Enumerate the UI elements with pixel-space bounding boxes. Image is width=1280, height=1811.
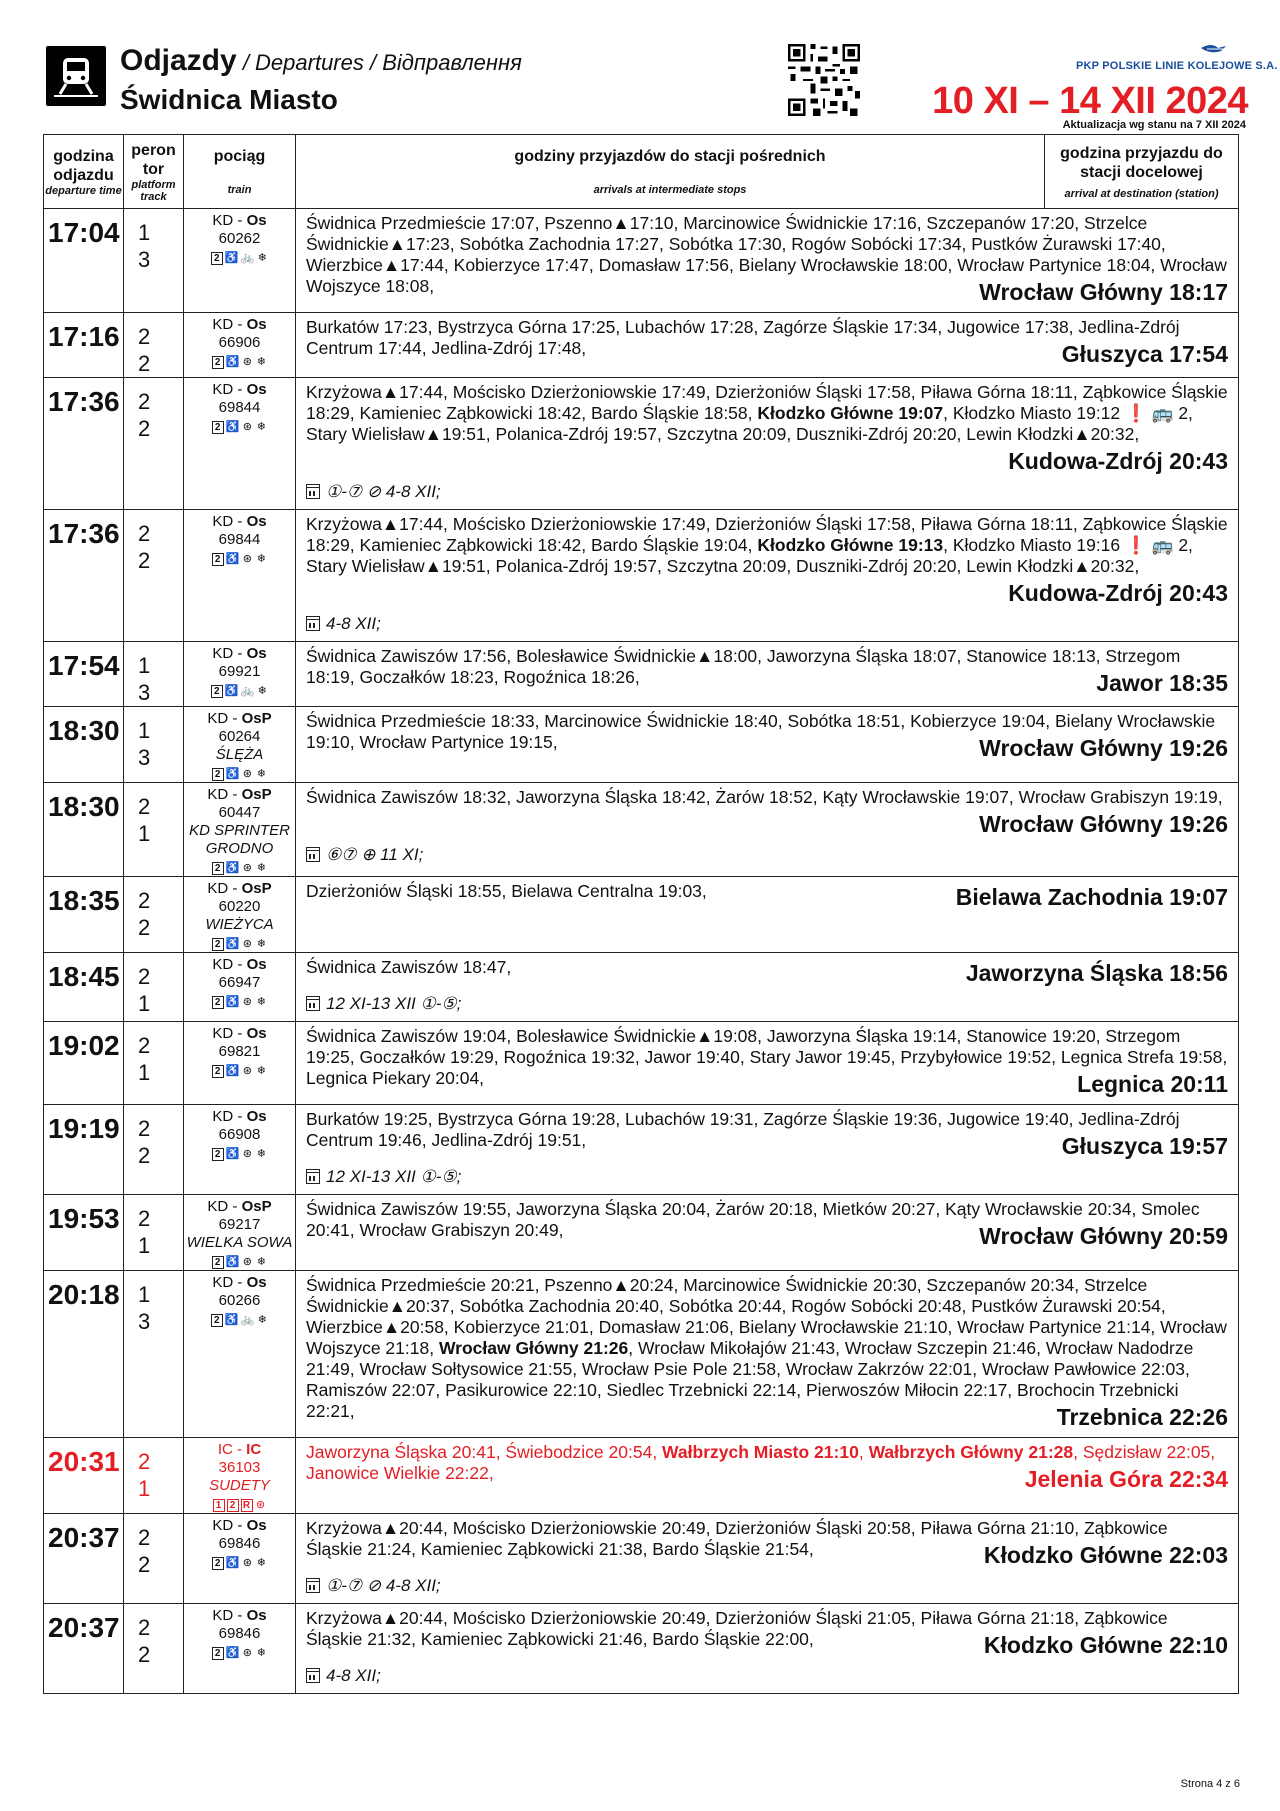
train-symbols bbox=[212, 938, 268, 951]
intermediate-stops bbox=[296, 1022, 1239, 1105]
train-symbol: 2 bbox=[212, 553, 224, 566]
intermediate-stops bbox=[296, 1514, 1239, 1604]
update-note: Aktualizacja wg stanu na 7 XII 2024 bbox=[1062, 119, 1246, 131]
platform-track bbox=[124, 1271, 184, 1438]
destination: Kłodzko Główne 22:10 bbox=[983, 1632, 1228, 1658]
train-symbols bbox=[212, 553, 268, 566]
train-info bbox=[184, 313, 296, 378]
intermediate-stops bbox=[296, 783, 1239, 877]
train-symbol: ⊛ bbox=[242, 1148, 252, 1160]
track-number: 2 bbox=[138, 1642, 151, 1667]
train-number: 69846 bbox=[218, 1625, 261, 1642]
departure-time: 19:02 bbox=[44, 1022, 124, 1105]
train-symbol: 2 bbox=[212, 938, 224, 951]
train-number: 69217 bbox=[218, 1216, 261, 1233]
calendar-note: ①-⑦ ⊘ 4-8 XII; bbox=[306, 1569, 1228, 1597]
train-number: 60264 bbox=[218, 728, 261, 745]
destination: Wrocław Główny 20:59 bbox=[979, 1223, 1228, 1249]
train-symbol: ⊛ bbox=[242, 938, 252, 950]
calendar-icon bbox=[306, 1169, 320, 1184]
intermediate-stops bbox=[296, 707, 1239, 783]
train-symbol: ❄ bbox=[256, 1065, 266, 1077]
train-symbol: 2 bbox=[211, 1314, 223, 1327]
validity-dates: 10 XI – 14 XII 2024 bbox=[932, 80, 1248, 122]
platform-track bbox=[124, 313, 184, 378]
train-category: KD - Os bbox=[212, 1274, 267, 1291]
pkp-logo-text: PKP POLSKIE LINIE KOLEJOWE S.A. bbox=[1076, 60, 1278, 72]
stops-text: Świdnica Zawiszów 18:47, bbox=[306, 957, 512, 977]
departure-row bbox=[44, 1271, 1239, 1438]
destination: Wrocław Główny 19:26 bbox=[979, 735, 1228, 761]
train-icon bbox=[46, 46, 106, 106]
train-symbol: ♿ bbox=[225, 1256, 240, 1268]
page-header bbox=[46, 44, 1278, 134]
train-symbol: ⊛ bbox=[242, 1557, 252, 1569]
train-symbol: ⊛ bbox=[242, 1256, 252, 1268]
header-time: godzina odjazdu departure time bbox=[44, 135, 124, 209]
platform-number: 1 bbox=[138, 718, 151, 743]
intermediate-stops bbox=[296, 1271, 1239, 1438]
train-name: KD SPRINTER GRODNO bbox=[189, 822, 290, 857]
train-symbol: 🚲 bbox=[240, 252, 255, 264]
train-symbol: 2 bbox=[212, 996, 224, 1009]
qr-code-icon bbox=[788, 44, 860, 116]
destination: Jelenia Góra 22:34 bbox=[1024, 1466, 1228, 1492]
train-symbol: ♿ bbox=[224, 1314, 239, 1326]
stops-text: Dzierżoniów Śląski 18:55, Bielawa Centralna 19:03, bbox=[306, 881, 707, 901]
destination: Wrocław Główny 18:17 bbox=[979, 279, 1228, 305]
departure-row bbox=[44, 877, 1239, 953]
train-info bbox=[184, 378, 296, 510]
train-info bbox=[184, 953, 296, 1022]
train-symbols bbox=[212, 1647, 268, 1660]
train-symbol: ❄ bbox=[256, 862, 266, 874]
departure-time: 20:37 bbox=[44, 1604, 124, 1694]
calendar-note: 12 XI-13 XII ①-⑤; bbox=[306, 987, 1228, 1015]
platform-number: 2 bbox=[138, 1525, 151, 1550]
train-number: 66906 bbox=[218, 334, 261, 351]
stops-text: Krzyżowa▲20:44, Mościsko Dzierżoniowskie 20:49, Dzierżoniów Śląski 20:58, Piława Górna 21:10, Ząbkowice Śląskie 21:24, Kamieniec Ząbkowicki 21:38, Bardo Śląskie 21:54, bbox=[306, 1518, 1168, 1559]
departure-time: 17:04 bbox=[44, 209, 124, 313]
platform-number: 2 bbox=[138, 1206, 151, 1231]
stops-text: Burkatów 17:23, Bystrzyca Górna 17:25, Lubachów 17:28, Zagórze Śląskie 17:34, Jugowice 17:38, Jedlina-Zdrój Centrum 17:44, Jedlina-Zdrój 17:48, bbox=[306, 317, 1180, 358]
train-symbol: ❄ bbox=[256, 996, 266, 1008]
intermediate-stops bbox=[296, 1604, 1239, 1694]
calendar-icon bbox=[306, 996, 320, 1011]
stops-text: Świdnica Przedmieście 18:33, Marcinowice Świdnickie 18:40, Sobótka 18:51, Kobierzyce 19:04, Bielany Wrocławskie 19:10, Wrocław Partynice 19:15, bbox=[306, 711, 1216, 752]
platform-number: 2 bbox=[138, 521, 151, 546]
platform-number: 1 bbox=[138, 653, 151, 678]
destination: Bielawa Zachodnia 19:07 bbox=[955, 884, 1228, 910]
departure-time: 20:18 bbox=[44, 1271, 124, 1438]
train-symbol: ⊛ bbox=[255, 1499, 266, 1511]
stops-text: Świdnica Przedmieście 17:07, Pszenno▲17:10, Marcinowice Świdnickie 17:16, Szczepanów 17:20, Strzelce Świdnickie▲17:23, Sobótka Zachodnia 17:27, Sobótka 17:30, Rogów Sobócki 17:34, Pustków Żurawski 17:40, Wierzbice▲17:44, Kobierzyce 17:47, Domasław 17:56, Bielany Wrocławskie 18:00, Wrocław Partynice 18:04, Wrocław Wojszyce 18:08, bbox=[306, 213, 1227, 296]
departure-time: 17:54 bbox=[44, 642, 124, 707]
train-symbol: ❄ bbox=[256, 553, 266, 565]
platform-number: 1 bbox=[138, 1282, 151, 1307]
platform-track bbox=[124, 1105, 184, 1195]
platform-number: 2 bbox=[138, 888, 151, 913]
train-symbol: 2 bbox=[212, 1148, 224, 1161]
destination: Trzebnica 22:26 bbox=[1056, 1404, 1228, 1430]
train-symbol: R bbox=[241, 1499, 253, 1512]
train-info bbox=[184, 783, 296, 877]
train-info bbox=[184, 209, 296, 313]
train-info bbox=[184, 1604, 296, 1694]
train-symbol: 2 bbox=[212, 1557, 224, 1570]
train-symbol: ♿ bbox=[224, 252, 239, 264]
train-symbol: 🚲 bbox=[240, 685, 255, 697]
train-category: KD - Os bbox=[212, 1517, 267, 1534]
train-category: KD - OsP bbox=[207, 786, 272, 803]
departure-row bbox=[44, 1022, 1239, 1105]
platform-track bbox=[124, 510, 184, 642]
train-category: KD - Os bbox=[212, 956, 267, 973]
intermediate-stops bbox=[296, 313, 1239, 378]
intermediate-stops bbox=[296, 510, 1239, 642]
train-number: 60262 bbox=[218, 230, 261, 247]
train-symbol: ♿ bbox=[225, 1647, 240, 1659]
train-symbol: 2 bbox=[212, 1065, 224, 1078]
train-symbol: ♿ bbox=[225, 768, 240, 780]
train-category: KD - Os bbox=[212, 1025, 267, 1042]
train-info bbox=[184, 707, 296, 783]
train-symbol: 2 bbox=[212, 1256, 224, 1269]
header-stops: godziny przyjazdów do stacji pośrednich arrivals at intermediate stops bbox=[296, 135, 1045, 209]
platform-number: 2 bbox=[138, 1615, 151, 1640]
intermediate-stops bbox=[296, 877, 1239, 953]
stops-text: Krzyżowa▲17:44, Mościsko Dzierżoniowskie 17:49, Dzierżoniów Śląski 17:58, Piława Górna 18:11, Ząbkowice Śląskie 18:29, Kamieniec Ząbkowicki 18:42, Bardo Śląskie 19:04, Kłodzko Główne 19:13, Kłodzko Miasto 19:16 ❗ 🚌 2, Stary Wielisław▲19:51, Polanica-Zdrój 19:57, Szczytna 20:09, Duszniki-Zdrój 20:20, Lewin Kłodzki▲20:32, bbox=[306, 514, 1228, 576]
destination: Głuszyca 17:54 bbox=[1061, 341, 1228, 367]
train-symbol: ⊛ bbox=[242, 421, 252, 433]
header-train: pociąg train bbox=[184, 135, 296, 209]
train-symbol: 2 bbox=[211, 685, 223, 698]
platform-number: 2 bbox=[138, 1449, 151, 1474]
train-category: KD - OsP bbox=[207, 880, 272, 897]
page-title: Odjazdy / Departures / Відправлення bbox=[120, 44, 522, 77]
train-number: 60447 bbox=[218, 804, 261, 821]
destination: Kudowa-Zdrój 20:43 bbox=[1008, 580, 1228, 606]
platform-track bbox=[124, 378, 184, 510]
platform-track bbox=[124, 1604, 184, 1694]
table-header-row bbox=[44, 135, 1239, 209]
track-number: 1 bbox=[138, 1476, 151, 1501]
calendar-icon bbox=[306, 847, 320, 862]
track-number: 3 bbox=[138, 1309, 151, 1334]
train-number: 69846 bbox=[218, 1535, 261, 1552]
track-number: 2 bbox=[138, 1143, 151, 1168]
platform-number: 2 bbox=[138, 964, 151, 989]
train-symbol: ♿ bbox=[225, 996, 240, 1008]
train-symbols bbox=[211, 685, 268, 698]
train-symbol: 2 bbox=[212, 768, 224, 781]
calendar-note: ①-⑦ ⊘ 4-8 XII; bbox=[306, 475, 1228, 503]
departure-row bbox=[44, 953, 1239, 1022]
calendar-icon bbox=[306, 616, 320, 631]
train-info bbox=[184, 642, 296, 707]
track-number: 1 bbox=[138, 1060, 151, 1085]
train-symbol: ⊛ bbox=[242, 553, 252, 565]
platform-number: 2 bbox=[138, 324, 151, 349]
departure-time: 20:37 bbox=[44, 1514, 124, 1604]
calendar-icon bbox=[306, 1668, 320, 1683]
train-category: KD - Os bbox=[212, 316, 267, 333]
train-symbols bbox=[212, 1256, 268, 1269]
train-name: ŚLĘŻA bbox=[215, 746, 264, 763]
train-symbol: 2 bbox=[212, 421, 224, 434]
train-symbol: ⊛ bbox=[242, 356, 252, 368]
platform-number: 2 bbox=[138, 1116, 151, 1141]
destination: Głuszyca 19:57 bbox=[1061, 1133, 1228, 1159]
calendar-icon bbox=[306, 1578, 320, 1593]
train-symbols bbox=[212, 421, 268, 434]
departure-time: 17:36 bbox=[44, 510, 124, 642]
train-symbols bbox=[213, 1499, 267, 1512]
station-name: Świdnica Miasto bbox=[120, 84, 338, 115]
departure-row bbox=[44, 1438, 1239, 1514]
train-symbol: ❄ bbox=[256, 1557, 266, 1569]
calendar-note: 12 XI-13 XII ①-⑤; bbox=[306, 1160, 1228, 1188]
train-symbol: ❄ bbox=[257, 685, 267, 697]
departure-row bbox=[44, 707, 1239, 783]
destination: Kudowa-Zdrój 20:43 bbox=[1008, 448, 1228, 474]
train-category: KD - Os bbox=[212, 212, 267, 229]
intermediate-stops bbox=[296, 1105, 1239, 1195]
calendar-icon bbox=[306, 484, 320, 499]
train-symbol: ❄ bbox=[257, 1314, 267, 1326]
train-symbol: ♿ bbox=[224, 685, 239, 697]
train-symbol: ❄ bbox=[256, 421, 266, 433]
intermediate-stops bbox=[296, 378, 1239, 510]
platform-number: 1 bbox=[138, 220, 151, 245]
train-symbols bbox=[211, 1314, 268, 1327]
train-symbol: ⊛ bbox=[242, 1647, 252, 1659]
departure-row bbox=[44, 1514, 1239, 1604]
train-info bbox=[184, 1514, 296, 1604]
platform-number: 2 bbox=[138, 794, 151, 819]
train-symbol: 2 bbox=[212, 356, 224, 369]
train-number: 69844 bbox=[218, 531, 261, 548]
stops-text: Świdnica Przedmieście 20:21, Pszenno▲20:24, Marcinowice Świdnickie 20:30, Szczepanów 20:34, Strzelce Świdnickie▲20:37, Sobótka Zachodnia 20:40, Sobótka 20:44, Rogów Sobócki 20:48, Pustków Żurawski 20:54, Wierzbice▲20:58, Kobierzyce 21:01, Domasław 21:06, Bielany Wrocławskie 21:10, Wrocław Partynice 21:14, Wrocław Wojszyce 21:18, Wrocław Główny 21:26, Wrocław Mikołajów 21:43, Wrocław Szczepin 21:46, Wrocław Nadodrze 21:49, Wrocław Sołtysowice 21:55, Wrocław Psie Pole 21:58, Wrocław Zakrzów 22:01, Wrocław Pawłowice 22:03, Ramiszów 22:07, Pasikurowice 22:10, Siedlec Trzebnicki 22:14, Pierwoszów Miłocin 22:17, Brochocin Trzebnicki 22:21, bbox=[306, 1275, 1227, 1421]
departure-time: 17:36 bbox=[44, 378, 124, 510]
departure-time: 20:31 bbox=[44, 1438, 124, 1514]
train-category: IC - IC bbox=[217, 1441, 262, 1458]
train-symbol: ❄ bbox=[256, 1148, 266, 1160]
stops-text: Świdnica Zawiszów 19:55, Jaworzyna Śląska 20:04, Żarów 20:18, Mietków 20:27, Kąty Wrocławskie 20:34, Smolec 20:41, Wrocław Grabiszyn 20:49, bbox=[306, 1199, 1200, 1240]
train-category: KD - OsP bbox=[207, 1198, 272, 1215]
stops-text: Świdnica Zawiszów 17:56, Bolesławice Świdnickie▲18:00, Jaworzyna Śląska 18:07, Stanowice 18:13, Strzegom 18:19, Goczałków 18:23, Rogoźnica 18:26, bbox=[306, 646, 1181, 687]
train-info bbox=[184, 510, 296, 642]
intermediate-stops bbox=[296, 953, 1239, 1022]
train-symbol: ♿ bbox=[225, 938, 240, 950]
train-symbols bbox=[212, 1148, 268, 1161]
train-symbols bbox=[212, 1557, 268, 1570]
platform-track bbox=[124, 877, 184, 953]
departure-row bbox=[44, 378, 1239, 510]
train-info bbox=[184, 1271, 296, 1438]
train-number: 66947 bbox=[218, 974, 261, 991]
intermediate-stops bbox=[296, 1195, 1239, 1271]
train-symbols bbox=[211, 252, 268, 265]
train-number: 69844 bbox=[218, 399, 261, 416]
calendar-note: 4-8 XII; bbox=[306, 607, 1228, 635]
platform-number: 2 bbox=[138, 389, 151, 414]
train-info bbox=[184, 1022, 296, 1105]
train-number: 60266 bbox=[218, 1292, 261, 1309]
platform-track bbox=[124, 707, 184, 783]
train-symbols bbox=[212, 356, 268, 369]
destination: Jaworzyna Śląska 18:56 bbox=[965, 960, 1228, 986]
destination: Kłodzko Główne 22:03 bbox=[983, 1542, 1228, 1568]
train-symbol: ⊛ bbox=[242, 862, 252, 874]
intermediate-stops bbox=[296, 1438, 1239, 1514]
train-category: KD - Os bbox=[212, 513, 267, 530]
departure-time: 18:45 bbox=[44, 953, 124, 1022]
train-symbol: ⊛ bbox=[242, 1065, 252, 1077]
train-info bbox=[184, 1195, 296, 1271]
train-symbol: ❄ bbox=[256, 768, 266, 780]
train-symbols bbox=[212, 768, 268, 781]
departure-row bbox=[44, 510, 1239, 642]
train-category: KD - Os bbox=[212, 1108, 267, 1125]
page-number: Strona 4 z 6 bbox=[1180, 1778, 1240, 1790]
track-number: 1 bbox=[138, 1233, 151, 1258]
departure-row bbox=[44, 642, 1239, 707]
stops-text: Świdnica Zawiszów 19:04, Bolesławice Świdnickie▲19:08, Jaworzyna Śląska 19:14, Stanowice 19:20, Strzegom 19:25, Goczałków 19:29, Rogoźnica 19:32, Jawor 19:40, Stary Jawor 19:45, Przybyłowice 19:52, Legnica Strefa 19:58, Legnica Piekary 20:04, bbox=[306, 1026, 1228, 1088]
train-symbol: 2 bbox=[212, 1647, 224, 1660]
track-number: 1 bbox=[138, 991, 151, 1016]
platform-track bbox=[124, 1022, 184, 1105]
platform-track bbox=[124, 642, 184, 707]
train-symbols bbox=[212, 862, 268, 875]
track-number: 3 bbox=[138, 745, 151, 770]
track-number: 3 bbox=[138, 680, 151, 705]
stops-text: Jaworzyna Śląska 20:41, Świebodzice 20:54, Wałbrzych Miasto 21:10, Wałbrzych Główny 21:28, Sędzisław 22:05, Janowice Wielkie 22:22, bbox=[306, 1442, 1216, 1483]
stops-text: Świdnica Zawiszów 18:32, Jaworzyna Śląska 18:42, Żarów 18:52, Kąty Wrocławskie 19:07, Wrocław Grabiszyn 19:19, bbox=[306, 787, 1223, 807]
track-number: 2 bbox=[138, 1552, 151, 1577]
train-symbol: 2 bbox=[212, 862, 224, 875]
train-symbol: ⊛ bbox=[242, 768, 252, 780]
train-symbol: 🚲 bbox=[240, 1314, 255, 1326]
platform-track bbox=[124, 1195, 184, 1271]
track-number: 2 bbox=[138, 915, 151, 940]
track-number: 2 bbox=[138, 548, 151, 573]
train-number: 36103 bbox=[218, 1459, 261, 1476]
train-info bbox=[184, 877, 296, 953]
train-name: SUDETY bbox=[209, 1477, 270, 1494]
departure-time: 18:35 bbox=[44, 877, 124, 953]
header-platform: peron tor platform track bbox=[124, 135, 184, 209]
departure-time: 19:19 bbox=[44, 1105, 124, 1195]
train-symbol: ♿ bbox=[225, 421, 240, 433]
platform-track bbox=[124, 209, 184, 313]
platform-track bbox=[124, 783, 184, 877]
departure-row bbox=[44, 783, 1239, 877]
train-symbol: ❄ bbox=[256, 938, 266, 950]
departure-row bbox=[44, 209, 1239, 313]
intermediate-stops bbox=[296, 642, 1239, 707]
platform-track bbox=[124, 1438, 184, 1514]
intermediate-stops bbox=[296, 209, 1239, 313]
train-category: KD - Os bbox=[212, 645, 267, 662]
train-category: KD - OsP bbox=[207, 710, 272, 727]
destination: Jawor 18:35 bbox=[1096, 670, 1228, 696]
calendar-note: 4-8 XII; bbox=[306, 1659, 1228, 1687]
train-number: 60220 bbox=[218, 898, 261, 915]
track-number: 2 bbox=[138, 416, 151, 441]
train-category: KD - Os bbox=[212, 381, 267, 398]
departures-table bbox=[43, 134, 1239, 1694]
train-symbol: 2 bbox=[227, 1499, 239, 1512]
destination: Wrocław Główny 19:26 bbox=[979, 811, 1228, 837]
train-symbol: ♿ bbox=[225, 1557, 240, 1569]
train-symbol: ♿ bbox=[225, 1065, 240, 1077]
track-number: 3 bbox=[138, 247, 151, 272]
train-symbol: ♿ bbox=[225, 553, 240, 565]
platform-track bbox=[124, 1514, 184, 1604]
platform-track bbox=[124, 953, 184, 1022]
stops-text: Burkatów 19:25, Bystrzyca Górna 19:28, Lubachów 19:31, Zagórze Śląskie 19:36, Jugowice 19:40, Jedlina-Zdrój Centrum 19:46, Jedlina-Zdrój 19:51, bbox=[306, 1109, 1180, 1150]
train-number: 69821 bbox=[218, 1043, 261, 1060]
train-symbol: 1 bbox=[213, 1499, 225, 1512]
platform-number: 2 bbox=[138, 1033, 151, 1058]
header-destination: godzina przyjazdu do stacji docelowej arrival at destination (station) bbox=[1045, 135, 1239, 209]
train-symbols bbox=[212, 996, 268, 1009]
train-info bbox=[184, 1438, 296, 1514]
train-number: 66908 bbox=[218, 1126, 261, 1143]
departure-row bbox=[44, 1195, 1239, 1271]
departure-row bbox=[44, 1604, 1239, 1694]
departures-body bbox=[44, 209, 1239, 1694]
train-symbol: ❄ bbox=[256, 1256, 266, 1268]
train-name: WIEŻYCA bbox=[205, 916, 274, 933]
departure-row bbox=[44, 313, 1239, 378]
departure-time: 18:30 bbox=[44, 783, 124, 877]
departure-row bbox=[44, 1105, 1239, 1195]
departure-time: 18:30 bbox=[44, 707, 124, 783]
stops-text: Krzyżowa▲20:44, Mościsko Dzierżoniowskie 20:49, Dzierżoniów Śląski 21:05, Piława Górna 21:18, Ząbkowice Śląskie 21:32, Kamieniec Ząbkowicki 21:46, Bardo Śląskie 22:00, bbox=[306, 1608, 1168, 1649]
train-symbols bbox=[212, 1065, 268, 1078]
train-number: 69921 bbox=[218, 663, 261, 680]
train-symbol: ⊛ bbox=[242, 996, 252, 1008]
train-info bbox=[184, 1105, 296, 1195]
train-symbol: ♿ bbox=[225, 356, 240, 368]
calendar-note: ⑥⑦ ⊕ 11 XI; bbox=[306, 838, 1228, 866]
train-category: KD - Os bbox=[212, 1607, 267, 1624]
train-symbol: ♿ bbox=[225, 1148, 240, 1160]
train-name: WIELKA SOWA bbox=[186, 1234, 293, 1251]
train-symbol: ❄ bbox=[256, 356, 266, 368]
stops-text: Krzyżowa▲17:44, Mościsko Dzierżoniowskie 17:49, Dzierżoniów Śląski 17:58, Piława Górna 18:11, Ząbkowice Śląskie 18:29, Kamieniec Ząbkowicki 18:42, Bardo Śląskie 18:58, Kłodzko Główne 19:07, Kłodzko Miasto 19:12 ❗ 🚌 2, Stary Wielisław▲19:51, Polanica-Zdrój 19:57, Szczytna 20:09, Duszniki-Zdrój 20:20, Lewin Kłodzki▲20:32, bbox=[306, 382, 1228, 444]
departure-time: 17:16 bbox=[44, 313, 124, 378]
departure-time: 19:53 bbox=[44, 1195, 124, 1271]
destination: Legnica 20:11 bbox=[1077, 1071, 1228, 1097]
track-number: 2 bbox=[138, 351, 151, 376]
train-symbol: ❄ bbox=[257, 252, 267, 264]
track-number: 1 bbox=[138, 821, 151, 846]
train-symbol: 2 bbox=[211, 252, 223, 265]
train-symbol: ❄ bbox=[256, 1647, 266, 1659]
train-symbol: ♿ bbox=[225, 862, 240, 874]
